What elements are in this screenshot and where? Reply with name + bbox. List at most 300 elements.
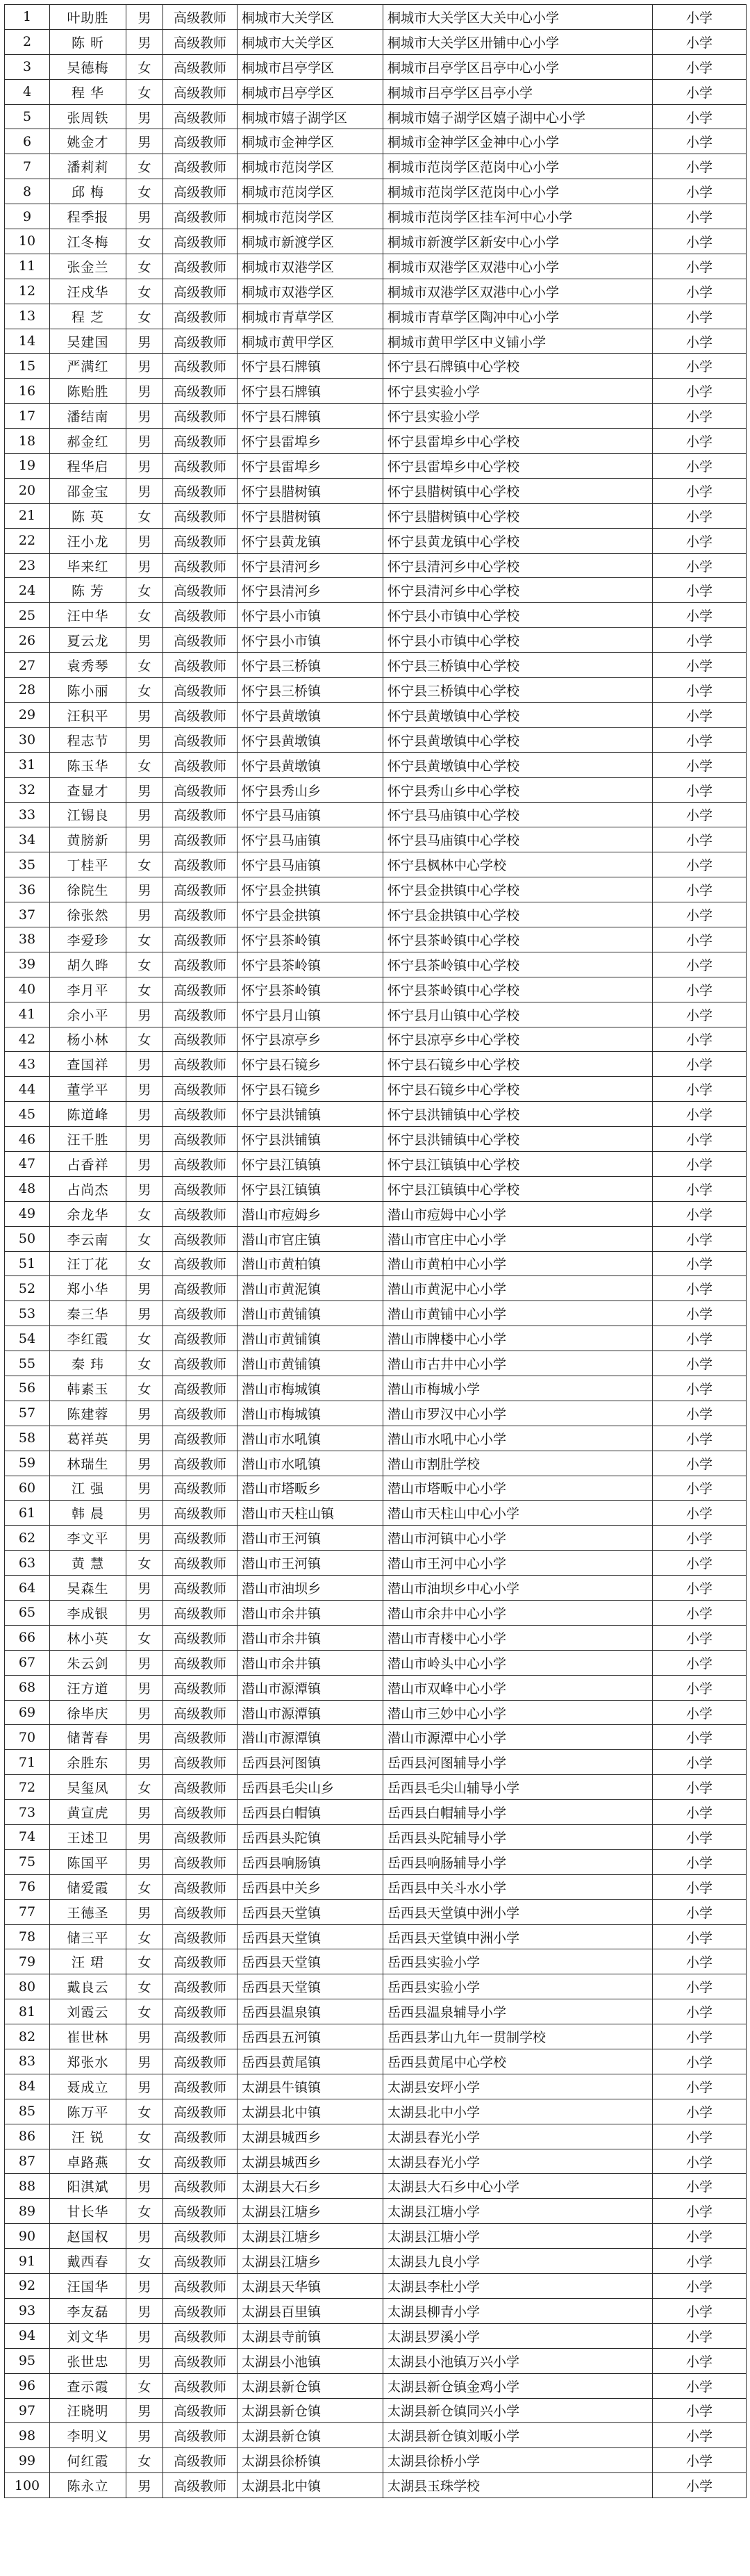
teacher-name-cell: 刘文华	[50, 2323, 126, 2348]
teacher-name-cell: 戴良云	[50, 1974, 126, 1999]
school-stage-cell: 小学	[653, 2124, 747, 2149]
table-row	[5, 2099, 747, 2124]
teacher-name-cell: 吴德梅	[50, 54, 126, 79]
school-stage-cell: 小学	[653, 454, 747, 479]
school-name-cell: 岳西县河图辅导小学	[383, 1750, 653, 1775]
school-name-cell: 潜山市岭头中心小学	[383, 1650, 653, 1675]
school-name-cell: 岳西县实验小学	[383, 1949, 653, 1974]
row-number-cell: 93	[5, 2298, 50, 2323]
gender-cell: 女	[126, 2199, 163, 2224]
table-row	[5, 553, 747, 578]
table-row	[5, 2274, 747, 2299]
unit-name-cell: 怀宁县金拱镇	[238, 902, 383, 927]
gender-cell: 男	[126, 1176, 163, 1201]
school-name-cell: 岳西县白帽辅导小学	[383, 1800, 653, 1825]
unit-name-cell: 怀宁县马庙镇	[238, 827, 383, 852]
school-name-cell: 潜山市罗汉中心小学	[383, 1401, 653, 1426]
gender-cell: 女	[126, 1949, 163, 1974]
teacher-name-cell: 郑张水	[50, 2049, 126, 2074]
gender-cell: 男	[126, 777, 163, 802]
row-number-cell: 69	[5, 1700, 50, 1725]
row-number-cell: 10	[5, 229, 50, 254]
school-stage-cell: 小学	[653, 1700, 747, 1725]
school-name-cell: 桐城市范岗学区范岗中心小学	[383, 179, 653, 204]
row-number-cell: 16	[5, 379, 50, 404]
gender-cell: 女	[126, 578, 163, 603]
row-number-cell: 23	[5, 553, 50, 578]
school-stage-cell: 小学	[653, 2049, 747, 2074]
school-stage-cell: 小学	[653, 1526, 747, 1551]
teacher-name-cell: 张周铁	[50, 104, 126, 129]
gender-cell: 男	[126, 1849, 163, 1874]
gender-cell: 男	[126, 802, 163, 827]
school-name-cell: 怀宁县江镇镇中心学校	[383, 1151, 653, 1176]
table-row	[5, 79, 747, 104]
unit-name-cell: 怀宁县小市镇	[238, 628, 383, 653]
unit-name-cell: 怀宁县凉亭乡	[238, 1027, 383, 1052]
unit-name-cell: 潜山市余井镇	[238, 1601, 383, 1626]
gender-cell: 女	[126, 1625, 163, 1650]
unit-name-cell: 怀宁县月山镇	[238, 1002, 383, 1027]
gender-cell: 女	[126, 977, 163, 1002]
title-level-cell: 高级教师	[163, 1127, 238, 1152]
school-stage-cell: 小学	[653, 1226, 747, 1251]
school-name-cell: 怀宁县黄墩镇中心学校	[383, 702, 653, 727]
school-stage-cell: 小学	[653, 2448, 747, 2473]
gender-cell: 男	[126, 5, 163, 30]
school-name-cell: 怀宁县秀山乡中心学校	[383, 777, 653, 802]
table-row	[5, 1401, 747, 1426]
title-level-cell: 高级教师	[163, 578, 238, 603]
table-row	[5, 802, 747, 827]
row-number-cell: 77	[5, 1899, 50, 1924]
teacher-name-cell: 朱云剑	[50, 1650, 126, 1675]
school-name-cell: 太湖县柳青小学	[383, 2298, 653, 2323]
gender-cell: 女	[126, 1351, 163, 1376]
unit-name-cell: 太湖县城西乡	[238, 2124, 383, 2149]
gender-cell: 男	[126, 1052, 163, 1077]
row-number-cell: 95	[5, 2348, 50, 2373]
table-row	[5, 678, 747, 703]
row-number-cell: 99	[5, 2448, 50, 2473]
title-level-cell: 高级教师	[163, 1725, 238, 1750]
school-name-cell: 怀宁县石牌镇中心学校	[383, 354, 653, 379]
gender-cell: 女	[126, 2373, 163, 2398]
title-level-cell: 高级教师	[163, 653, 238, 678]
row-number-cell: 33	[5, 802, 50, 827]
table-row	[5, 2373, 747, 2398]
title-level-cell: 高级教师	[163, 1576, 238, 1601]
row-number-cell: 54	[5, 1326, 50, 1351]
school-stage-cell: 小学	[653, 503, 747, 528]
title-level-cell: 高级教师	[163, 1476, 238, 1501]
table-row	[5, 2348, 747, 2373]
gender-cell: 男	[126, 528, 163, 553]
school-stage-cell: 小学	[653, 2099, 747, 2124]
teacher-name-cell: 李文平	[50, 1526, 126, 1551]
row-number-cell: 9	[5, 204, 50, 229]
unit-name-cell: 太湖县小池镇	[238, 2348, 383, 2373]
teacher-name-cell: 程华启	[50, 454, 126, 479]
title-level-cell: 高级教师	[163, 1251, 238, 1276]
school-name-cell: 怀宁县金拱镇中心学校	[383, 902, 653, 927]
gender-cell: 男	[126, 2074, 163, 2099]
title-level-cell: 高级教师	[163, 5, 238, 30]
school-stage-cell: 小学	[653, 5, 747, 30]
gender-cell: 男	[126, 129, 163, 154]
teacher-name-cell: 李成银	[50, 1601, 126, 1626]
table-row	[5, 179, 747, 204]
title-level-cell: 高级教师	[163, 1974, 238, 1999]
school-stage-cell: 小学	[653, 1800, 747, 1825]
table-row	[5, 603, 747, 628]
teacher-name-cell: 陈贻胜	[50, 379, 126, 404]
school-stage-cell: 小学	[653, 179, 747, 204]
title-level-cell: 高级教师	[163, 2448, 238, 2473]
gender-cell: 男	[126, 1725, 163, 1750]
school-stage-cell: 小学	[653, 329, 747, 354]
unit-name-cell: 太湖县大石乡	[238, 2174, 383, 2199]
gender-cell: 男	[126, 628, 163, 653]
unit-name-cell: 怀宁县洪铺镇	[238, 1102, 383, 1127]
title-level-cell: 高级教师	[163, 952, 238, 977]
unit-name-cell: 桐城市黄甲学区	[238, 329, 383, 354]
teacher-name-cell: 甘长华	[50, 2199, 126, 2224]
school-stage-cell: 小学	[653, 1002, 747, 1027]
unit-name-cell: 潜山市王河镇	[238, 1526, 383, 1551]
school-name-cell: 怀宁县石镜乡中心学校	[383, 1077, 653, 1102]
row-number-cell: 30	[5, 727, 50, 752]
gender-cell: 男	[126, 429, 163, 454]
school-stage-cell: 小学	[653, 2174, 747, 2199]
teacher-name-cell: 张金兰	[50, 254, 126, 279]
gender-cell: 男	[126, 1451, 163, 1476]
title-level-cell: 高级教师	[163, 1601, 238, 1626]
school-name-cell: 岳西县实验小学	[383, 1974, 653, 1999]
unit-name-cell: 怀宁县雷埠乡	[238, 429, 383, 454]
school-stage-cell: 小学	[653, 1401, 747, 1426]
gender-cell: 男	[126, 1102, 163, 1127]
title-level-cell: 高级教师	[163, 1775, 238, 1800]
table-row	[5, 1974, 747, 1999]
school-name-cell: 太湖县江塘小学	[383, 2199, 653, 2224]
table-row	[5, 1127, 747, 1152]
table-row	[5, 902, 747, 927]
row-number-cell: 14	[5, 329, 50, 354]
school-name-cell: 太湖县九良小学	[383, 2249, 653, 2274]
school-stage-cell: 小学	[653, 528, 747, 553]
teacher-name-cell: 汪中华	[50, 603, 126, 628]
school-stage-cell: 小学	[653, 79, 747, 104]
school-stage-cell: 小学	[653, 578, 747, 603]
gender-cell: 女	[126, 503, 163, 528]
school-stage-cell: 小学	[653, 1725, 747, 1750]
gender-cell: 女	[126, 927, 163, 952]
teacher-name-cell: 李爱珍	[50, 927, 126, 952]
school-name-cell: 太湖县玉珠学校	[383, 2473, 653, 2498]
unit-name-cell: 怀宁县黄墩镇	[238, 727, 383, 752]
row-number-cell: 42	[5, 1027, 50, 1052]
gender-cell: 男	[126, 1426, 163, 1451]
unit-name-cell: 太湖县百里镇	[238, 2298, 383, 2323]
title-level-cell: 高级教师	[163, 877, 238, 902]
teacher-name-cell: 邱 梅	[50, 179, 126, 204]
unit-name-cell: 潜山市水吼镇	[238, 1451, 383, 1476]
school-stage-cell: 小学	[653, 279, 747, 304]
table-row	[5, 1750, 747, 1775]
school-stage-cell: 小学	[653, 2149, 747, 2174]
title-level-cell: 高级教师	[163, 329, 238, 354]
unit-name-cell: 怀宁县三桥镇	[238, 653, 383, 678]
unit-name-cell: 怀宁县腊树镇	[238, 503, 383, 528]
table-row	[5, 1376, 747, 1401]
school-stage-cell: 小学	[653, 2398, 747, 2423]
teacher-name-cell: 占香祥	[50, 1151, 126, 1176]
teacher-name-cell: 黄膀新	[50, 827, 126, 852]
row-number-cell: 84	[5, 2074, 50, 2099]
roster-table	[4, 4, 747, 2498]
gender-cell: 男	[126, 354, 163, 379]
school-name-cell: 岳西县温泉辅导小学	[383, 1999, 653, 2024]
school-stage-cell: 小学	[653, 852, 747, 877]
gender-cell: 男	[126, 204, 163, 229]
teacher-name-cell: 赵国权	[50, 2224, 126, 2249]
school-name-cell: 怀宁县石镜乡中心学校	[383, 1052, 653, 1077]
teacher-name-cell: 陈小丽	[50, 678, 126, 703]
title-level-cell: 高级教师	[163, 1949, 238, 1974]
school-name-cell: 太湖县新仓镇金鸡小学	[383, 2373, 653, 2398]
table-row	[5, 1675, 747, 1700]
school-name-cell: 岳西县黄尾中心学校	[383, 2049, 653, 2074]
row-number-cell: 52	[5, 1276, 50, 1301]
gender-cell: 男	[126, 2423, 163, 2448]
school-name-cell: 怀宁县江镇镇中心学校	[383, 1176, 653, 1201]
title-level-cell: 高级教师	[163, 1899, 238, 1924]
row-number-cell: 25	[5, 603, 50, 628]
unit-name-cell: 桐城市嬉子湖学区	[238, 104, 383, 129]
school-stage-cell: 小学	[653, 229, 747, 254]
school-name-cell: 潜山市黄柏中心小学	[383, 1251, 653, 1276]
school-name-cell: 桐城市嬉子湖学区嬉子湖中心小学	[383, 104, 653, 129]
teacher-name-cell: 阳淇斌	[50, 2174, 126, 2199]
unit-name-cell: 怀宁县石镜乡	[238, 1052, 383, 1077]
unit-name-cell: 桐城市吕亭学区	[238, 79, 383, 104]
teacher-name-cell: 汪戍华	[50, 279, 126, 304]
school-name-cell: 太湖县新仓镇同兴小学	[383, 2398, 653, 2423]
school-name-cell: 怀宁县雷埠乡中心学校	[383, 454, 653, 479]
teacher-name-cell: 储三平	[50, 1924, 126, 1949]
table-row	[5, 329, 747, 354]
teacher-name-cell: 汪晓明	[50, 2398, 126, 2423]
unit-name-cell: 潜山市梅城镇	[238, 1376, 383, 1401]
gender-cell: 女	[126, 2124, 163, 2149]
school-name-cell: 桐城市双港学区双港中心小学	[383, 279, 653, 304]
table-row	[5, 1775, 747, 1800]
row-number-cell: 36	[5, 877, 50, 902]
title-level-cell: 高级教师	[163, 2373, 238, 2398]
gender-cell: 男	[126, 329, 163, 354]
unit-name-cell: 太湖县寺前镇	[238, 2323, 383, 2348]
table-row	[5, 2423, 747, 2448]
teacher-name-cell: 张世忠	[50, 2348, 126, 2373]
gender-cell: 男	[126, 104, 163, 129]
teacher-name-cell: 林瑞生	[50, 1451, 126, 1476]
row-number-cell: 26	[5, 628, 50, 653]
school-name-cell: 怀宁县三桥镇中心学校	[383, 653, 653, 678]
teacher-name-cell: 刘霞云	[50, 1999, 126, 2024]
row-number-cell: 4	[5, 79, 50, 104]
school-stage-cell: 小学	[653, 2224, 747, 2249]
table-row	[5, 1102, 747, 1127]
gender-cell: 男	[126, 478, 163, 503]
title-level-cell: 高级教师	[163, 1625, 238, 1650]
title-level-cell: 高级教师	[163, 1052, 238, 1077]
title-level-cell: 高级教师	[163, 379, 238, 404]
teacher-name-cell: 储菁春	[50, 1725, 126, 1750]
table-row	[5, 2323, 747, 2348]
school-name-cell: 怀宁县黄墩镇中心学校	[383, 727, 653, 752]
school-name-cell: 岳西县头陀辅导小学	[383, 1825, 653, 1850]
teacher-name-cell: 王德圣	[50, 1899, 126, 1924]
row-number-cell: 74	[5, 1825, 50, 1850]
title-level-cell: 高级教师	[163, 1326, 238, 1351]
gender-cell: 男	[126, 1276, 163, 1301]
row-number-cell: 58	[5, 1426, 50, 1451]
row-number-cell: 57	[5, 1401, 50, 1426]
title-level-cell: 高级教师	[163, 2423, 238, 2448]
row-number-cell: 8	[5, 179, 50, 204]
row-number-cell: 37	[5, 902, 50, 927]
table-row	[5, 154, 747, 179]
row-number-cell: 11	[5, 254, 50, 279]
teacher-name-cell: 郑小华	[50, 1276, 126, 1301]
teacher-name-cell: 徐张然	[50, 902, 126, 927]
school-name-cell: 岳西县中关斗水小学	[383, 1874, 653, 1899]
teacher-name-cell: 程季报	[50, 204, 126, 229]
row-number-cell: 47	[5, 1151, 50, 1176]
school-stage-cell: 小学	[653, 1999, 747, 2024]
unit-name-cell: 桐城市青草学区	[238, 304, 383, 329]
row-number-cell: 73	[5, 1800, 50, 1825]
school-name-cell: 岳西县响肠辅导小学	[383, 1849, 653, 1874]
table-row	[5, 1151, 747, 1176]
school-stage-cell: 小学	[653, 1874, 747, 1899]
school-stage-cell: 小学	[653, 927, 747, 952]
title-level-cell: 高级教师	[163, 503, 238, 528]
gender-cell: 女	[126, 229, 163, 254]
title-level-cell: 高级教师	[163, 802, 238, 827]
teacher-name-cell: 汪千胜	[50, 1127, 126, 1152]
school-stage-cell: 小学	[653, 1974, 747, 1999]
title-level-cell: 高级教师	[163, 2149, 238, 2174]
row-number-cell: 12	[5, 279, 50, 304]
school-name-cell: 怀宁县茶岭镇中心学校	[383, 927, 653, 952]
table-row	[5, 2249, 747, 2274]
unit-name-cell: 怀宁县秀山乡	[238, 777, 383, 802]
title-level-cell: 高级教师	[163, 79, 238, 104]
school-name-cell: 怀宁县马庙镇中心学校	[383, 802, 653, 827]
title-level-cell: 高级教师	[163, 1002, 238, 1027]
unit-name-cell: 怀宁县石牌镇	[238, 354, 383, 379]
school-stage-cell: 小学	[653, 2199, 747, 2224]
gender-cell: 女	[126, 1251, 163, 1276]
teacher-name-cell: 杨小林	[50, 1027, 126, 1052]
teacher-name-cell: 李明义	[50, 2423, 126, 2448]
table-row	[5, 279, 747, 304]
row-number-cell: 65	[5, 1601, 50, 1626]
school-stage-cell: 小学	[653, 254, 747, 279]
teacher-name-cell: 林小英	[50, 1625, 126, 1650]
title-level-cell: 高级教师	[163, 852, 238, 877]
row-number-cell: 100	[5, 2473, 50, 2498]
teacher-name-cell: 汪 珺	[50, 1949, 126, 1974]
teacher-name-cell: 汪小龙	[50, 528, 126, 553]
title-level-cell: 高级教师	[163, 454, 238, 479]
table-row	[5, 104, 747, 129]
gender-cell: 男	[126, 1401, 163, 1426]
teacher-name-cell: 占尚杰	[50, 1176, 126, 1201]
unit-name-cell: 怀宁县清河乡	[238, 578, 383, 603]
gender-cell: 男	[126, 2174, 163, 2199]
table-row	[5, 454, 747, 479]
school-stage-cell: 小学	[653, 429, 747, 454]
teacher-name-cell: 汪积平	[50, 702, 126, 727]
school-name-cell: 潜山市牌楼中心小学	[383, 1326, 653, 1351]
title-level-cell: 高级教师	[163, 2298, 238, 2323]
title-level-cell: 高级教师	[163, 1501, 238, 1526]
row-number-cell: 3	[5, 54, 50, 79]
table-row	[5, 1526, 747, 1551]
title-level-cell: 高级教师	[163, 279, 238, 304]
row-number-cell: 27	[5, 653, 50, 678]
school-stage-cell: 小学	[653, 877, 747, 902]
school-stage-cell: 小学	[653, 553, 747, 578]
school-name-cell: 怀宁县三桥镇中心学校	[383, 678, 653, 703]
table-row	[5, 578, 747, 603]
table-row	[5, 304, 747, 329]
school-name-cell: 怀宁县洪铺镇中心学校	[383, 1127, 653, 1152]
school-stage-cell: 小学	[653, 678, 747, 703]
row-number-cell: 83	[5, 2049, 50, 2074]
school-stage-cell: 小学	[653, 1551, 747, 1576]
title-level-cell: 高级教师	[163, 2024, 238, 2049]
school-stage-cell: 小学	[653, 1127, 747, 1152]
school-name-cell: 潜山市三妙中心小学	[383, 1700, 653, 1725]
teacher-name-cell: 李月平	[50, 977, 126, 1002]
row-number-cell: 75	[5, 1849, 50, 1874]
school-stage-cell: 小学	[653, 2274, 747, 2299]
title-level-cell: 高级教师	[163, 1750, 238, 1775]
title-level-cell: 高级教师	[163, 727, 238, 752]
school-stage-cell: 小学	[653, 1077, 747, 1102]
row-number-cell: 64	[5, 1576, 50, 1601]
row-number-cell: 2	[5, 29, 50, 54]
row-number-cell: 45	[5, 1102, 50, 1127]
unit-name-cell: 潜山市黄铺镇	[238, 1301, 383, 1326]
gender-cell: 男	[126, 1002, 163, 1027]
school-name-cell: 怀宁县茶岭镇中心学校	[383, 952, 653, 977]
unit-name-cell: 岳西县白帽镇	[238, 1800, 383, 1825]
teacher-name-cell: 陈永立	[50, 2473, 126, 2498]
school-stage-cell: 小学	[653, 653, 747, 678]
gender-cell: 男	[126, 29, 163, 54]
table-row	[5, 1551, 747, 1576]
unit-name-cell: 潜山市水吼镇	[238, 1426, 383, 1451]
title-level-cell: 高级教师	[163, 129, 238, 154]
row-number-cell: 79	[5, 1949, 50, 1974]
school-name-cell: 桐城市新渡学区新安中心小学	[383, 229, 653, 254]
school-name-cell: 桐城市黄甲学区中义铺小学	[383, 329, 653, 354]
